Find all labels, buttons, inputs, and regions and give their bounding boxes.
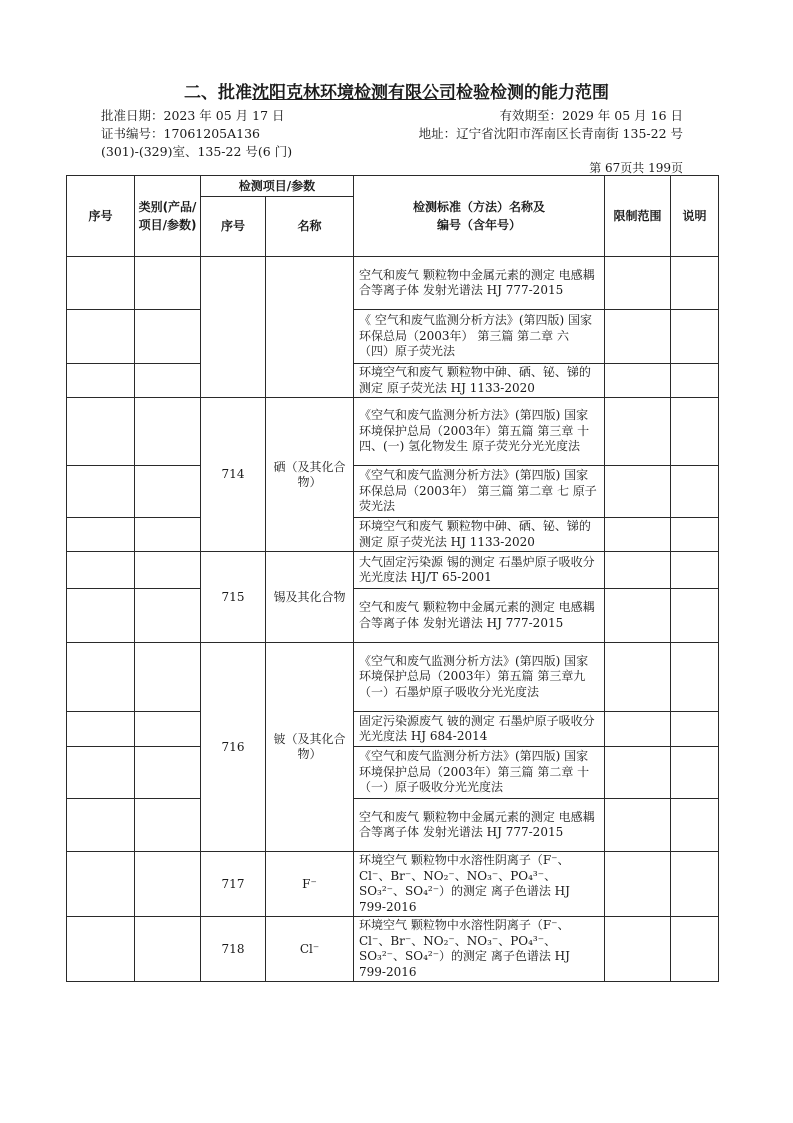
cell-param-seq: 715 — [201, 552, 266, 643]
cell-empty — [605, 747, 671, 799]
cell-empty — [67, 747, 135, 799]
table-row — [67, 917, 719, 982]
address: 地址：辽宁省沈阳市浑南区长青南街 135-22 号 — [418, 126, 683, 141]
title-org: 沈阳克林环境检测有限公司 — [252, 83, 456, 103]
cell-standard: 空气和废气 颗粒物中金属元素的测定 电感耦合等离子体 发射光谱法 HJ 777-2015 — [354, 589, 605, 643]
cell-empty — [67, 852, 135, 917]
cell-standard: 《 空气和废气监测分析方法》(第四版) 国家环保总局（2003年） 第三篇 第二章 六 （四）原子荧光法 — [354, 310, 605, 364]
cell-standard: 环境空气 颗粒物中水溶性阴离子（F⁻、Cl⁻、Br⁻、NO₂⁻、NO₃⁻、PO₄³⁻、SO₃²⁻、SO₄²⁻）的测定 离子色谱法 HJ 799-2016 — [354, 852, 605, 917]
cell-standard: 空气和废气 颗粒物中金属元素的测定 电感耦合等离子体 发射光谱法 HJ 777-2015 — [354, 799, 605, 852]
approval-date: 批准日期：2023 年 05 月 17 日 — [101, 108, 285, 123]
cell-empty — [67, 589, 135, 643]
cell-empty — [135, 643, 201, 712]
cell-standard: 环境空气 颗粒物中水溶性阴离子（F⁻、Cl⁻、Br⁻、NO₂⁻、NO₃⁻、PO₄³⁻、SO₃²⁻、SO₄²⁻）的测定 离子色谱法 HJ 799-2016 — [354, 917, 605, 982]
table-row — [67, 398, 719, 466]
cell-standard: 《空气和废气监测分析方法》(第四版) 国家环境保护总局（2003年）第三篇 第二章 十（一）原子吸收分光光度法 — [354, 747, 605, 799]
cell-standard: 《空气和废气监测分析方法》(第四版) 国家环境保护总局（2003年）第五篇 第三章 十四、(一) 氢化物发生 原子荧光分光光度法 — [354, 398, 605, 466]
table-row — [67, 799, 719, 852]
cell-empty — [67, 466, 135, 518]
cell-empty — [135, 310, 201, 364]
header-params-group: 检测项目/参数 — [201, 176, 354, 197]
cell-empty — [67, 518, 135, 552]
cell-empty — [605, 852, 671, 917]
cell-empty — [605, 518, 671, 552]
cell-empty — [671, 552, 719, 589]
cell-empty — [135, 257, 201, 310]
header-note: 说明 — [671, 176, 719, 257]
cell-empty — [135, 589, 201, 643]
cell-empty — [605, 799, 671, 852]
cell-empty — [605, 552, 671, 589]
cell-param-seq — [201, 257, 266, 398]
title-suffix: 检验检测的能力范围 — [456, 83, 609, 103]
cell-empty — [67, 364, 135, 398]
cell-empty — [67, 257, 135, 310]
cell-standard: 大气固定污染源 锡的测定 石墨炉原子吸收分光光度法 HJ/T 65-2001 — [354, 552, 605, 589]
cell-param-name: F⁻ — [266, 852, 354, 917]
cell-empty — [671, 364, 719, 398]
cell-param-seq: 714 — [201, 398, 266, 552]
header-row-1 — [67, 176, 719, 197]
page-number: 第 67页共 199页 — [589, 161, 683, 175]
table-row — [67, 589, 719, 643]
table-row — [67, 310, 719, 364]
header-category: 类别(产品/项目/参数) — [135, 176, 201, 257]
cell-empty — [671, 466, 719, 518]
cell-empty — [67, 310, 135, 364]
cell-empty — [67, 917, 135, 982]
cell-standard: 空气和废气 颗粒物中金属元素的测定 电感耦合等离子体 发射光谱法 HJ 777-2015 — [354, 257, 605, 310]
cell-empty — [605, 364, 671, 398]
cell-param-name: 锡及其化合物 — [266, 552, 354, 643]
cell-empty — [135, 398, 201, 466]
table-row — [67, 552, 719, 589]
cell-param-seq: 718 — [201, 917, 266, 982]
cell-empty — [605, 712, 671, 747]
cell-empty — [605, 398, 671, 466]
cell-empty — [605, 589, 671, 643]
cell-param-seq: 717 — [201, 852, 266, 917]
cell-param-name: 硒（及其化合物） — [266, 398, 354, 552]
table-row — [67, 518, 719, 552]
cell-param-name: 铍（及其化合物） — [266, 643, 354, 852]
cell-empty — [605, 310, 671, 364]
header-standard-line2: 编号（含年号） — [436, 218, 521, 232]
cell-standard: 环境空气和废气 颗粒物中砷、硒、铋、锑的测定 原子荧光法 HJ 1133-2020 — [354, 518, 605, 552]
cell-empty — [135, 712, 201, 747]
table-row — [67, 747, 719, 799]
table-row — [67, 364, 719, 398]
cell-param-seq: 716 — [201, 643, 266, 852]
table-row — [67, 257, 719, 310]
cell-empty — [671, 589, 719, 643]
header-standard — [354, 176, 605, 257]
title-prefix: 二、批准 — [184, 83, 252, 103]
cell-empty — [135, 552, 201, 589]
header-seq: 序号 — [67, 176, 135, 257]
cell-empty — [605, 917, 671, 982]
table-row — [67, 852, 719, 917]
cell-empty — [135, 747, 201, 799]
cert-no: 证书编号：17061205A136 — [101, 126, 261, 141]
cell-empty — [67, 643, 135, 712]
cell-empty — [605, 643, 671, 712]
page-title — [0, 78, 793, 103]
cell-empty — [135, 852, 201, 917]
cell-standard: 环境空气和废气 颗粒物中砷、硒、铋、锑的测定 原子荧光法 HJ 1133-2020 — [354, 364, 605, 398]
cell-empty — [135, 518, 201, 552]
table-row — [67, 466, 719, 518]
cell-empty — [671, 712, 719, 747]
cell-param-name: Cl⁻ — [266, 917, 354, 982]
cell-empty — [135, 799, 201, 852]
table-row — [67, 643, 719, 712]
cell-empty — [605, 257, 671, 310]
cell-empty — [671, 799, 719, 852]
cell-empty — [135, 917, 201, 982]
cell-param-name — [266, 257, 354, 398]
cell-empty — [671, 257, 719, 310]
cell-empty — [671, 852, 719, 917]
cell-empty — [67, 799, 135, 852]
header-param-seq: 序号 — [201, 197, 266, 257]
capability-table — [66, 175, 719, 982]
cell-empty — [605, 466, 671, 518]
address-cont: (301)-(329)室、135-22 号(6 门) — [101, 144, 293, 159]
header-limit: 限制范围 — [605, 176, 671, 257]
cell-standard: 《空气和废气监测分析方法》(第四版) 国家环保总局（2003年） 第三篇 第二章 七 原子荧光法 — [354, 466, 605, 518]
cell-empty — [671, 518, 719, 552]
cell-empty — [671, 398, 719, 466]
cell-standard: 固定污染源废气 铍的测定 石墨炉原子吸收分光光度法 HJ 684-2014 — [354, 712, 605, 747]
cell-empty — [671, 310, 719, 364]
cell-standard: 《空气和废气监测分析方法》(第四版) 国家环境保护总局（2003年）第五篇 第三章九（一）石墨炉原子吸收分光光度法 — [354, 643, 605, 712]
cell-empty — [671, 747, 719, 799]
cell-empty — [67, 552, 135, 589]
cell-empty — [135, 364, 201, 398]
cell-empty — [671, 643, 719, 712]
header-param-name: 名称 — [266, 197, 354, 257]
valid-until: 有效期至：2029 年 05 月 16 日 — [499, 108, 683, 123]
cell-empty — [671, 917, 719, 982]
cell-empty — [135, 466, 201, 518]
cell-empty — [67, 398, 135, 466]
cell-empty — [67, 712, 135, 747]
table-row — [67, 712, 719, 747]
header-standard-line1: 检测标准（方法）名称及 — [412, 200, 545, 214]
